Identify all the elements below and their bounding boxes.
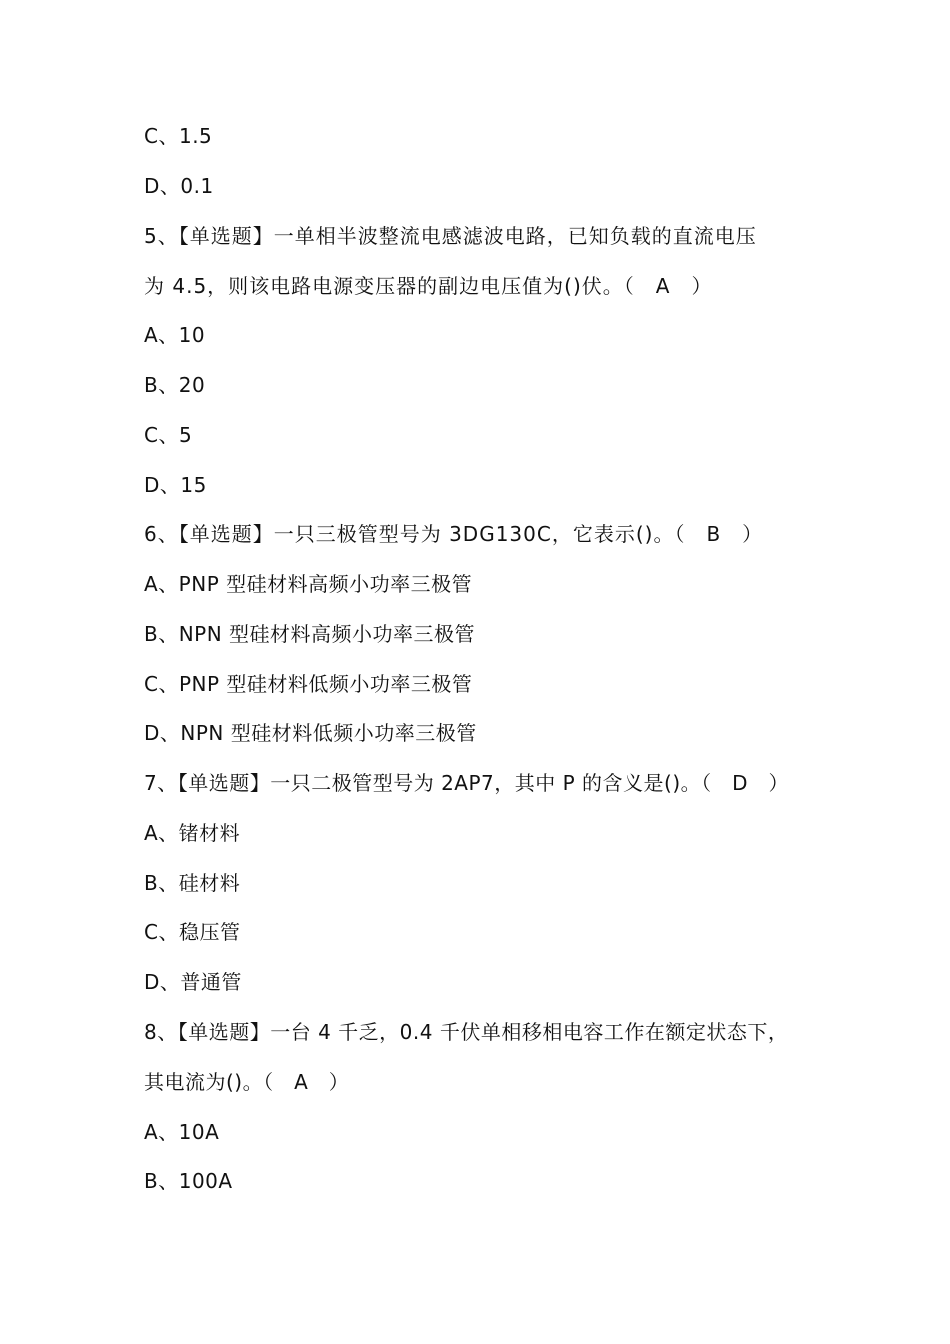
- option-d-q6: D、NPN 型硅材料低频小功率三极管: [144, 721, 477, 745]
- question-8-line-1: 8、【单选题】一台 4 千乏，0.4 千伏单相移相电容工作在额定状态下，: [144, 1020, 789, 1044]
- option-b-q7: B、硅材料: [144, 871, 241, 895]
- question-5-line-1: 5、【单选题】一单相半波整流电感滤波电路，已知负载的直流电压: [144, 224, 757, 248]
- option-d-q4: D、0.1: [144, 174, 214, 198]
- option-c-q5: C、5: [144, 423, 193, 447]
- question-8-line-2: 其电流为()。（ A ）: [144, 1070, 350, 1094]
- option-a-q8: A、10A: [144, 1120, 220, 1144]
- question-6: 6、【单选题】一只三极管型号为 3DG130C，它表示()。（ B ）: [144, 522, 764, 546]
- question-5-line-2: 为 4.5，则该电路电源变压器的副边电压值为()伏。（ A ）: [144, 274, 713, 298]
- option-c-q7: C、稳压管: [144, 920, 241, 944]
- option-b-q8: B、100A: [144, 1169, 233, 1193]
- option-c-q6: C、PNP 型硅材料低频小功率三极管: [144, 672, 473, 696]
- question-7: 7、【单选题】一只二极管型号为 2AP7，其中 P 的含义是()。（ D ）: [144, 771, 790, 795]
- option-a-q7: A、锗材料: [144, 821, 241, 845]
- option-d-q7: D、普通管: [144, 970, 242, 994]
- option-b-q6: B、NPN 型硅材料高频小功率三极管: [144, 622, 476, 646]
- option-a-q6: A、PNP 型硅材料高频小功率三极管: [144, 572, 473, 596]
- option-b-q5: B、20: [144, 373, 206, 397]
- option-d-q5: D、15: [144, 473, 207, 497]
- option-a-q5: A、10: [144, 323, 206, 347]
- option-c-q4: C、1.5: [144, 124, 213, 148]
